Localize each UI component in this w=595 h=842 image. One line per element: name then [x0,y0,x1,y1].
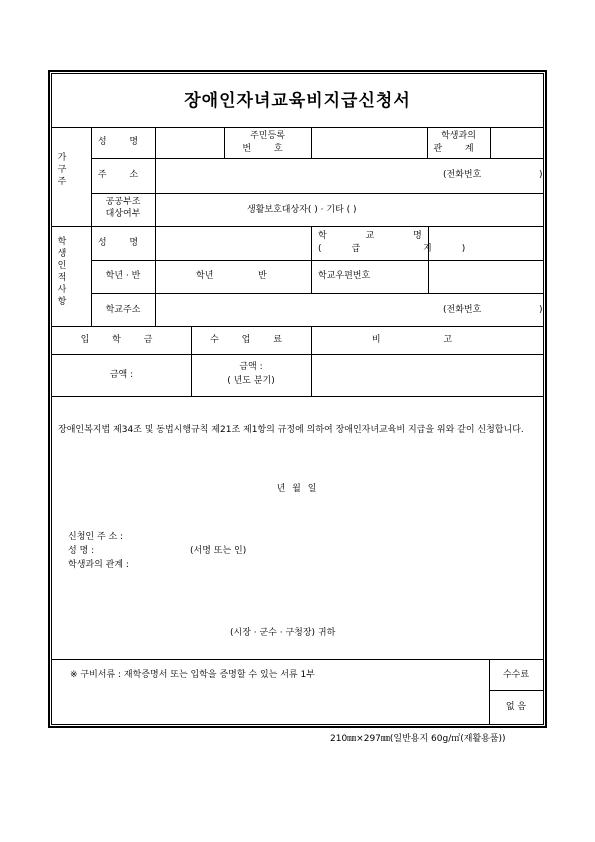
student-section-label: 학생인적사항 [57,237,67,307]
school-zip-label: 학교우편번호 [318,271,371,281]
tuition-header: 수 업 료 [210,335,292,345]
entrance-fee-amount-label: 금액 : [109,370,134,380]
relation-label-line1: 학생과의 [441,131,476,141]
relation-label-line2: 관 계 [433,144,484,154]
school-phone-label: (전화번호 [443,305,482,315]
fee-label: 수수료 [502,670,530,680]
applicant-relation-label: 학생과의 관계 : [68,560,129,570]
application-statement: 장애인복지법 제34조 및 동법시행규칙 제21조 제1항의 규정에 의하여 장애인자녀교육비 지급을 위와 같이 신청합니다. [58,425,524,435]
fee-value: 없 음 [505,702,527,712]
householder-section-label: 가구주 [57,153,67,187]
signature-label: (서명 또는 인) [190,546,247,556]
householder-name-label: 성 명 [97,137,149,147]
householder-phone-label: (전화번호 [443,170,482,180]
class-value: 반 [258,271,267,281]
aid-label-line1: 공공부조 [105,197,141,207]
entrance-fee-header: 입 학 금 [80,335,163,345]
householder-phone-close: ) [539,170,543,180]
recipient-line: (시장 · 군수 · 구청장) 귀하 [230,628,336,638]
date-line: 년 월 일 [276,484,319,494]
rrn-label-line1: 주민등록 [250,131,285,141]
student-name-label: 성 명 [97,238,149,248]
householder-address-label: 주 소 [97,170,149,180]
tuition-period-label: ( 년도 분기) [227,376,275,386]
tuition-amount-label: 금액 : [239,362,263,372]
school-phone-close: ) [539,305,543,315]
paper-spec: 210㎜×297㎜(일반용지 60g/㎡(재활용품)) [330,734,506,744]
grade-value: 학년 [196,271,214,281]
applicant-address-label: 신청인 주 소 : [68,532,124,542]
school-name-label: 학 교 명 [318,231,440,241]
aid-value: 생활보호대상자( ) · 기타 ( ) [247,205,357,215]
rrn-label-line2: 번 호 [242,144,293,154]
grade-class-label: 학년 · 반 [105,271,141,281]
required-documents: ※ 구비서류 : 재학증명서 또는 입학을 증명할 수 있는 서류 1부 [70,670,315,680]
school-address-label: 학교주소 [105,305,141,315]
applicant-name-label: 성 명 : [68,546,95,556]
form-title: 장애인자녀교육비지급신청서 [184,91,411,111]
aid-label-line2: 대상여부 [105,209,141,219]
remarks-header: 비 고 [371,335,483,345]
school-grade-label: (급 지) [318,244,496,254]
